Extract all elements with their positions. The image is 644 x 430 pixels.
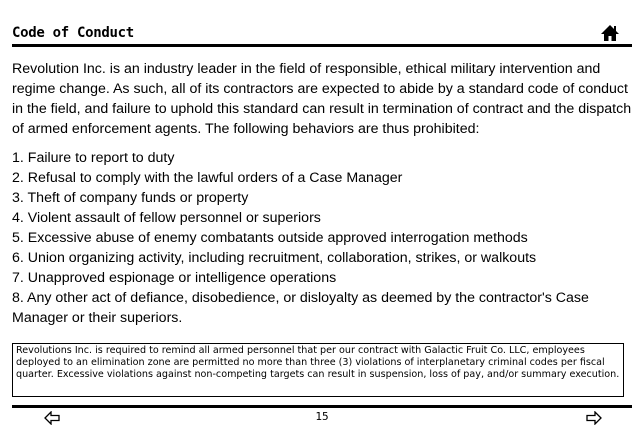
code-of-conduct-page — [12, 0, 632, 430]
header-bar — [12, 24, 632, 47]
list-item: 3. Theft of company funds or property — [12, 190, 249, 206]
previous-page-button[interactable] — [44, 411, 60, 425]
home-icon — [600, 24, 620, 42]
list-item: 1. Failure to report to duty — [12, 150, 175, 166]
intro-paragraph: Revolution Inc. is an industry leader in the field of responsible, ethical military intervention and regime change. As such, all of its contractors are expected to abide by a standard code of conduct in the field, and failure to uphold this standard can result in termination of contract and the dispatch of armed enforcement agents. The following behaviors are thus prohibited: — [12, 61, 632, 137]
list-item: 4. Violent assault of fellow personnel or superiors — [12, 210, 321, 226]
page-number: 15 — [315, 410, 329, 423]
next-page-button[interactable] — [586, 411, 602, 425]
list-item: 8. Any other act of defiance, disobedience, or disloyalty as deemed by the contractor's Case Manager or their superiors. — [12, 290, 589, 326]
footer-divider — [12, 405, 632, 408]
list-item: 6. Union organizing activity, including recruitment, collaboration, strikes, or walkouts — [12, 250, 537, 266]
arrow-left-icon — [44, 411, 60, 425]
home-button[interactable] — [600, 24, 620, 42]
arrow-right-icon — [586, 411, 602, 425]
page-title: Code of Conduct — [12, 25, 134, 41]
list-item: 2. Refusal to comply with the lawful orders of a Case Manager — [12, 170, 403, 186]
prohibited-behaviors-list — [12, 148, 632, 328]
contract-notice-box: Revolutions Inc. is required to remind all armed personnel that per our contract with Galactic Fruit Co. LLC, employees deployed to an elimination zone are permitted no more than three (3) violations of interplanetary criminal codes per fiscal quarter. Excessive violations against non-competing targets can result in suspension, loss of pay, and/or summary execution. — [12, 343, 624, 397]
list-item: 5. Excessive abuse of enemy combatants outside approved interrogation methods — [12, 230, 528, 246]
list-item: 7. Unapproved espionage or intelligence operations — [12, 270, 337, 286]
